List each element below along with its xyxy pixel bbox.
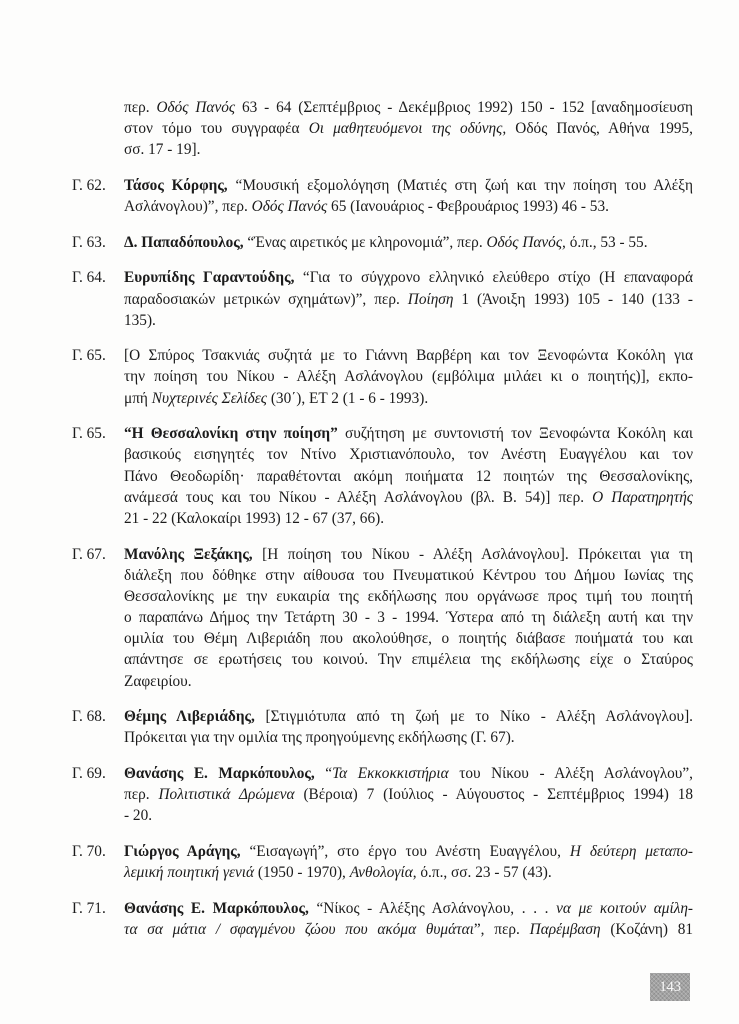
- entry-text: [124, 175, 693, 217]
- text-line: [124, 508, 693, 529]
- text-run: 63 - 64 (Σεπτέμβριος - Δεκέμβριος 1992) 150 - 152 [αναδημοσίευση: [235, 99, 693, 116]
- entry-number: Γ. 70.: [72, 842, 106, 860]
- text-line: [124, 466, 693, 487]
- italic-text: Οδός Πανός: [251, 198, 328, 216]
- bold-text: Γιώργος Αράγης,: [124, 842, 241, 860]
- bold-text: Θέμης Λιβεριάδης,: [124, 708, 255, 726]
- bold-text: Τάσος Κόρφης,: [124, 176, 228, 194]
- text-line: [124, 706, 693, 727]
- bold-text: Δ. Παπαδόπουλος,: [124, 233, 244, 251]
- entry-text: [124, 97, 693, 161]
- text-run: “Εισαγωγή”, στο έργο του Ανέστη Ευαγγέλου,: [240, 842, 570, 860]
- text-run: ομιλία του Θέμη Λιβεριάδη που ακολούθησε, ο ποιητής διάβασε ποιήματά του και: [124, 630, 693, 648]
- text-run: Πρόκειται για την ομιλία της προηγούμενης εκδήλωσης (Γ. 67).: [124, 729, 515, 747]
- text-line: [124, 232, 693, 253]
- italic-text: Οδός Πανός,: [486, 233, 566, 251]
- entry-number: Γ. 68.: [72, 708, 106, 726]
- text-line: [124, 423, 693, 444]
- italic-text: να με κοιτούν αμίλη-: [556, 899, 693, 917]
- entry-text: [124, 345, 693, 409]
- text-line: [124, 310, 693, 331]
- text-line: [124, 444, 693, 465]
- bold-text: Θανάσης Ε. Μαρκόπουλος,: [124, 765, 315, 783]
- text-run: συζήτηση με συντονιστή τον Ξενοφώντα Κοκόλη και: [337, 425, 693, 443]
- text-line: [124, 628, 693, 649]
- text-run: περ.: [124, 786, 159, 804]
- bibliography-entry: [72, 423, 693, 529]
- text-run: Θεσσαλονίκης με την ευκαιρία της εκδήλωσης που οργάνωσε προς τιμή του ποιητή: [124, 587, 693, 605]
- entry-number: Γ. 65.: [72, 425, 106, 443]
- text-run: “Νίκος - Αλέξης Ασλάνογλου, . . .: [308, 899, 557, 917]
- text-line: [124, 763, 693, 784]
- text-line: [124, 345, 693, 366]
- text-run: ”, περ.: [473, 920, 530, 938]
- text-run: την ποίηση του Νίκου - Αλέξη Ασλάνογλου (εμβόλιμα μιλάει κι ο ποιητής)], εκπο-: [124, 368, 693, 386]
- text-run: 21 - 22 (Καλοκαίρι 1993) 12 - 67 (37, 66).: [124, 509, 385, 527]
- bibliography-entry: [72, 706, 693, 748]
- text-line: [124, 841, 693, 862]
- text-run: διάλεξη που δόθηκε στην αίθουσα του Πνευματικού Κέντρου του Δήμου Ιωνίας της: [124, 566, 693, 584]
- page-number: 143: [659, 978, 681, 995]
- text-line: [124, 649, 693, 670]
- bibliography-entry: [72, 232, 693, 253]
- text-run: στον τόμο του συγγραφέα: [124, 120, 309, 138]
- text-run: Ζαφειρίου.: [124, 672, 192, 690]
- text-run: σσ. 17 - 19].: [124, 141, 201, 159]
- bold-text: “Η Θεσσαλονίκη στην ποίηση”: [124, 425, 338, 443]
- text-run: , ό.π., σσ. 23 - 57 (43).: [412, 864, 552, 882]
- bibliography-entry: [72, 345, 693, 409]
- italic-text: τα σα μάτια / σφαγμένου ζώου που ακόμα θυμάται: [124, 920, 474, 938]
- text-run: [Στιγμιότυπα από τη ζωή με το Νίκο - Αλέξη Ασλάνογλου].: [254, 708, 693, 726]
- text-line: [124, 544, 693, 565]
- italic-text: Παρέμβαση: [529, 920, 601, 938]
- text-run: 1 (Άνοιξη 1993) 105 - 140 (133 -: [453, 290, 694, 308]
- bibliography-entry: [72, 544, 693, 692]
- text-line: [124, 267, 693, 288]
- entry-text: [124, 763, 693, 827]
- text-run: απάντησε σε ερωτήσεις του κοινού. Την επιμέλεια της εκδήλωσης είχε ο Σταύρος: [124, 651, 693, 669]
- text-line: [124, 898, 693, 919]
- entry-text: [124, 267, 693, 331]
- bibliography-list: [72, 97, 693, 940]
- bibliography-entry: [72, 763, 693, 827]
- text-line: [124, 727, 693, 748]
- text-run: ανάμεσά τους και του Νίκου - Αλέξη Ασλάνογλου (βλ. Β. 54)] περ.: [124, 488, 593, 506]
- text-run: (1950 - 1970),: [254, 864, 350, 882]
- bold-text: Μανόλης Ξεξάκης,: [124, 545, 253, 563]
- text-run: 65 (Ιανουάριος - Φεβρουάριος 1993) 46 - 53.: [327, 198, 609, 216]
- text-line: [124, 289, 693, 310]
- bold-text: Θανάσης Ε. Μαρκόπουλος,: [124, 899, 309, 917]
- text-line: [124, 118, 693, 139]
- entry-number: Γ. 71.: [72, 899, 106, 917]
- text-run: μπή: [124, 389, 152, 407]
- text-run: του Νίκου - Αλέξη Ασλάνογλου”,: [448, 765, 693, 783]
- italic-text: Ανθολογία: [349, 864, 413, 882]
- text-run: “Μουσική εξομολόγηση (Ματιές στη ζωή και την ποίηση του Αλέξη: [227, 176, 694, 194]
- text-run: παραδοσιακών μετρικών σχημάτων)”, περ.: [124, 290, 408, 308]
- text-run: “Ένας αιρετικός με κληρονομιά”, περ.: [243, 233, 487, 251]
- text-line: [124, 366, 693, 387]
- entry-number: [72, 97, 124, 161]
- italic-text: Πολιτιστικά Δρώμενα: [158, 786, 295, 804]
- entry-number: Γ. 64.: [72, 269, 106, 287]
- text-line: [124, 805, 693, 826]
- text-line: [124, 175, 693, 196]
- italic-text: Νυχτερινές Σελίδες: [151, 389, 267, 407]
- italic-text: Ποίηση: [407, 290, 454, 308]
- italic-text: Η δεύτερη μεταπο-: [569, 842, 693, 860]
- entry-text: [124, 706, 693, 748]
- bibliography-entry: [72, 898, 693, 940]
- text-run: βασικούς εισηγητές τον Ντίνο Χριστιανόπουλο, τον Ανέστη Ευαγγέλου και τον: [124, 446, 693, 464]
- text-run: (30΄), ΕΤ 2 (1 - 6 - 1993).: [267, 389, 429, 407]
- text-line: [124, 607, 693, 628]
- entry-text: [124, 232, 693, 253]
- text-run: - 20.: [124, 807, 153, 825]
- bold-text: Ευρυπίδης Γαραντούδης,: [124, 269, 295, 287]
- italic-text: λεμική ποιητική γενιά: [124, 864, 255, 882]
- italic-text: Οι μαθητευόμενοι της οδύνης,: [308, 120, 507, 138]
- entry-number: Γ. 62.: [72, 176, 106, 194]
- text-run: Οδός Πανός, Αθήνα 1995,: [506, 120, 693, 138]
- text-run: 135).: [124, 311, 156, 329]
- bibliography-entry: [72, 175, 693, 217]
- text-run: ό.π., 53 - 55.: [565, 233, 648, 251]
- bibliography-entry: [72, 841, 693, 883]
- text-run: Ασλάνογλου)”, περ.: [124, 198, 252, 216]
- text-run: “: [314, 765, 333, 783]
- entry-text: [124, 841, 693, 883]
- bibliography-entry: [72, 267, 693, 331]
- text-line: [124, 97, 693, 118]
- text-run: ο παραπάνω Δήμος την Τετάρτη 30 - 3 - 1994. Ύστερα από τη διάλεξη αυτή και την: [124, 609, 693, 627]
- entry-text: [124, 898, 693, 940]
- text-line: [124, 919, 693, 940]
- text-line: [124, 388, 693, 409]
- entry-number: Γ. 63.: [72, 233, 106, 251]
- text-run: Πάνο Θεοδωρίδη· παραθέτονται ακόμη ποιήματα 12 ποιητών της Θεσσαλονίκης,: [124, 467, 693, 485]
- text-line: [124, 565, 693, 586]
- entry-text: [124, 544, 693, 692]
- text-run: (Κοζάνη) 81: [600, 920, 693, 938]
- italic-text: Ο Παρατηρητής: [592, 488, 694, 506]
- text-run: περ.: [124, 99, 157, 116]
- text-line: [124, 671, 693, 692]
- text-line: [124, 784, 693, 805]
- italic-text: Τα Εκκοκκιστήρια: [332, 765, 449, 783]
- text-line: [124, 139, 693, 160]
- bibliography-entry: [72, 97, 693, 161]
- text-run: (Βέροια) 7 (Ιούλιος - Αύγουστος - Σεπτέμβριος 1994) 18: [294, 786, 693, 804]
- text-run: [Ο Σπύρος Τσακνιάς συζητά με το Γιάννη Βαρβέρη και τον Ξενοφώντα Κοκόλη για: [124, 347, 693, 365]
- text-line: [124, 586, 693, 607]
- entry-number: Γ. 69.: [72, 765, 106, 783]
- text-line: [124, 196, 693, 217]
- text-run: “Για το σύγχρονο ελληνικό ελεύθερο στίχο (Η επαναφορά: [294, 269, 693, 287]
- entry-number: Γ. 67.: [72, 545, 106, 563]
- text-line: [124, 487, 693, 508]
- entry-number: Γ. 65.: [72, 347, 106, 365]
- page-number-box: [650, 973, 690, 1001]
- text-line: [124, 862, 693, 883]
- entry-text: [124, 423, 693, 529]
- text-run: [Η ποίηση του Νίκου - Αλέξη Ασλάνογλου]. Πρόκειται για τη: [252, 545, 693, 563]
- italic-text: Οδός Πανός: [156, 99, 236, 116]
